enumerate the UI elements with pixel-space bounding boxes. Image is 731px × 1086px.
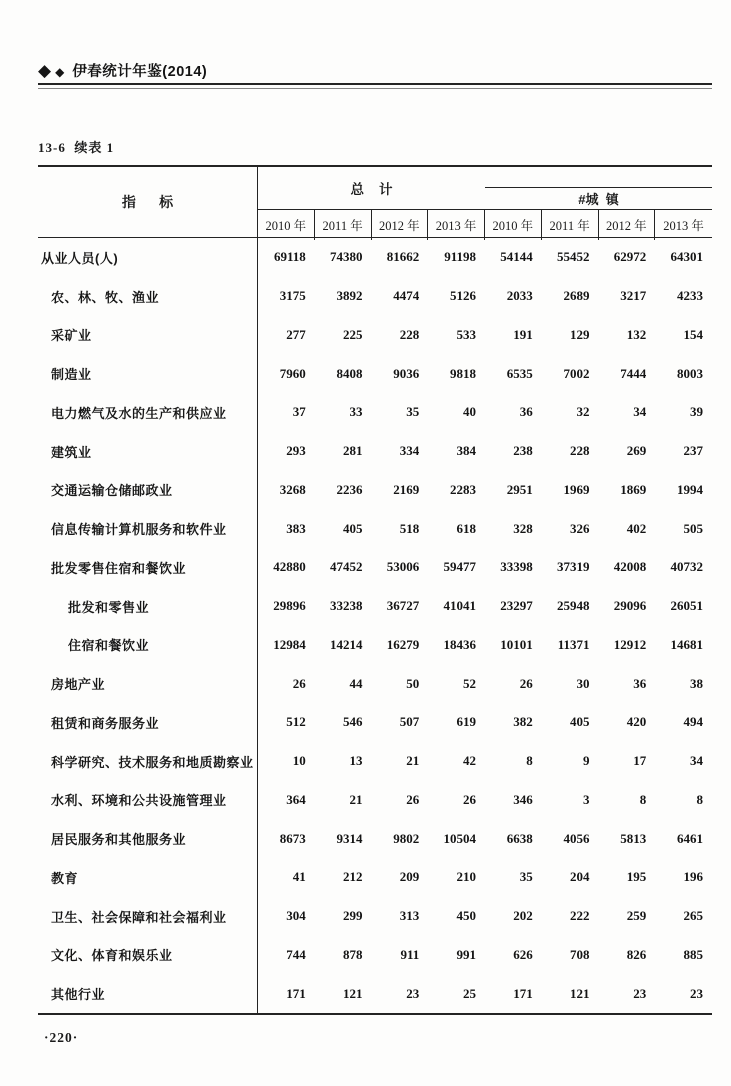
value-cell: 3 [583,791,590,807]
value-cell: 450 [456,908,476,924]
value-cell: 41041 [443,598,476,614]
value-cell: 23297 [500,598,533,614]
value-cell: 6461 [677,830,703,846]
value-cell: 619 [456,714,476,730]
value-cell: 39 [690,404,703,420]
year-column-header: 2012 年 [599,210,656,240]
value-cell: 3268 [279,481,306,497]
value-cell: 2169 [393,481,420,497]
value-cell: 37319 [557,559,590,575]
value-cell: 10 [292,753,306,769]
value-cell: 25948 [557,598,590,614]
value-cell: 878 [343,946,363,962]
value-cell: 202 [513,908,533,924]
row-label: 卫生、社会保障和社会福利业 [38,897,258,936]
table-row [38,354,712,393]
value-cell: 533 [456,326,476,342]
value-cell: 9818 [450,365,476,381]
header-rule-thin [38,88,712,89]
value-cell: 38 [690,675,703,691]
value-cell: 505 [683,520,703,536]
value-cell: 18436 [443,636,476,652]
value-cell: 36727 [386,598,420,614]
value-cell: 171 [286,985,306,1001]
value-cell: 42 [463,753,476,769]
value-cell: 26 [463,791,476,807]
value-cell: 23 [406,985,420,1001]
table-row [38,742,712,781]
value-cell: 2236 [336,481,363,497]
table-row [38,548,712,587]
value-cell: 52 [463,675,476,691]
value-cell: 10101 [500,636,533,652]
value-cell: 299 [343,908,363,924]
value-cell: 326 [570,520,590,536]
value-cell: 3892 [336,288,363,304]
value-cell: 346 [513,791,533,807]
value-cell: 12984 [273,636,306,652]
value-cell: 7444 [620,365,647,381]
statistics-table [38,165,712,1015]
table-row [38,471,712,510]
value-cell: 281 [343,443,363,459]
row-label: 信息传输计算机服务和软件业 [38,509,258,548]
value-cell: 64301 [670,249,703,265]
value-cell: 626 [513,946,533,962]
value-cell: 210 [456,869,476,885]
value-cell: 34 [690,753,703,769]
value-cell: 74380 [330,249,363,265]
row-label: 科学研究、技术服务和地质勘察业 [38,742,258,781]
value-cell: 42880 [273,559,306,575]
value-cell: 154 [683,326,703,342]
value-cell: 30 [576,675,590,691]
table-number-note: 13-6 续表 1 [38,140,115,155]
value-cell: 4056 [563,830,590,846]
table-row [38,238,712,277]
value-cell: 4233 [677,288,703,304]
value-cell: 222 [570,908,590,924]
yearbook-title: 伊春统计年鉴(2014) [72,64,208,80]
value-cell: 41 [292,869,306,885]
value-cell: 334 [399,443,420,459]
value-cell: 228 [399,326,420,342]
diamond-icon: ◆ [38,61,52,80]
value-cell: 364 [286,791,306,807]
value-cell: 44 [349,675,363,691]
value-cell: 744 [286,946,306,962]
value-cell: 8673 [279,830,306,846]
value-cell: 212 [343,869,363,885]
value-cell: 9802 [393,830,420,846]
value-cell: 6638 [506,830,533,846]
row-label: 文化、体育和娱乐业 [38,936,258,975]
value-cell: 196 [683,869,703,885]
table-row [38,432,712,471]
value-cell: 228 [570,443,590,459]
value-cell: 16279 [386,636,420,652]
value-cell: 21 [406,753,420,769]
value-cell: 7002 [563,365,590,381]
value-cell: 47452 [330,559,363,575]
row-label: 租赁和商务服务业 [38,703,258,742]
year-column-header: 2010 年 [258,210,315,240]
value-cell: 4474 [393,288,420,304]
table-row [38,316,712,355]
value-cell: 9 [583,753,590,769]
year-column-header: 2011 年 [315,210,372,240]
value-cell: 11371 [557,636,590,652]
value-cell: 1994 [677,481,703,497]
value-cell: 277 [286,326,306,342]
value-cell: 911 [400,946,420,962]
value-cell: 5813 [620,830,647,846]
table-row [38,626,712,665]
value-cell: 81662 [386,249,420,265]
value-cell: 40732 [670,559,703,575]
year-column-header: 2011 年 [542,210,599,240]
value-cell: 618 [456,520,476,536]
value-cell: 8 [696,791,703,807]
value-cell: 29896 [273,598,306,614]
row-label: 电力燃气及水的生产和供应业 [38,393,258,432]
value-cell: 29096 [613,598,647,614]
table-row [38,587,712,626]
value-cell: 12912 [613,636,647,652]
value-cell: 62972 [613,249,647,265]
value-cell: 8408 [336,365,363,381]
value-cell: 26 [406,791,420,807]
value-cell: 121 [343,985,363,1001]
row-label: 建筑业 [38,432,258,471]
value-cell: 304 [286,908,306,924]
value-cell: 33398 [500,559,533,575]
row-label: 采矿业 [38,316,258,355]
value-cell: 991 [456,946,476,962]
value-cell: 54144 [500,249,533,265]
value-cell: 5126 [450,288,476,304]
value-cell: 26 [292,675,306,691]
table-row [38,858,712,897]
value-cell: 420 [626,714,647,730]
value-cell: 293 [286,443,306,459]
value-cell: 265 [683,908,703,924]
indicator-column-header: 指 标 [38,167,258,237]
page-number: ·220· [44,1030,79,1045]
group-header-total: 总 计 [350,182,393,197]
value-cell: 36 [519,404,533,420]
value-cell: 32 [576,404,590,420]
value-cell: 402 [626,520,647,536]
table-row [38,393,712,432]
value-cell: 209 [399,869,420,885]
value-cell: 26 [519,675,533,691]
value-cell: 507 [399,714,420,730]
value-cell: 885 [683,946,703,962]
value-cell: 59477 [443,559,476,575]
value-cell: 171 [513,985,533,1001]
diamond-icon: ◆ [55,65,65,79]
value-cell: 1969 [563,481,590,497]
table-row [38,936,712,975]
value-cell: 8003 [677,365,703,381]
row-label: 农、林、牧、渔业 [38,277,258,316]
table-row [38,974,712,1013]
row-label: 居民服务和其他服务业 [38,819,258,858]
value-cell: 259 [626,908,647,924]
value-cell: 91198 [444,249,476,265]
value-cell: 2951 [506,481,533,497]
value-cell: 42008 [613,559,647,575]
row-label: 批发和零售业 [38,587,258,626]
value-cell: 195 [626,869,647,885]
value-cell: 518 [399,520,420,536]
value-cell: 55452 [557,249,590,265]
value-cell: 17 [633,753,647,769]
value-cell: 405 [570,714,590,730]
value-cell: 8 [526,753,533,769]
value-cell: 34 [633,404,647,420]
value-cell: 36 [633,675,647,691]
value-cell: 2689 [563,288,590,304]
value-cell: 382 [513,714,533,730]
value-cell: 33238 [330,598,363,614]
table-row [38,781,712,820]
value-cell: 3217 [620,288,647,304]
value-cell: 546 [343,714,363,730]
year-column-header: 2012 年 [372,210,429,240]
value-cell: 25 [463,985,476,1001]
table-header [38,165,712,238]
value-cell: 383 [286,520,306,536]
value-cell: 2033 [506,288,533,304]
value-cell: 7960 [279,365,306,381]
value-cell: 204 [570,869,590,885]
year-header-row [258,209,712,240]
value-cell: 8 [639,791,647,807]
value-cell: 53006 [386,559,420,575]
value-cell: 129 [570,326,590,342]
value-cell: 1869 [620,481,647,497]
header-rule-thick [38,83,712,85]
value-cell: 238 [513,443,533,459]
value-cell: 13 [349,753,363,769]
row-label: 房地产业 [38,664,258,703]
value-cell: 826 [626,946,647,962]
value-cell: 50 [406,675,420,691]
table-row [38,664,712,703]
value-cell: 21 [349,791,363,807]
group-header-urban: #城 镇 [485,187,712,209]
masthead-line [38,60,712,82]
year-column-header: 2010 年 [485,210,542,240]
value-cell: 708 [570,946,590,962]
value-cell: 23 [633,985,647,1001]
value-cell: 33 [349,404,363,420]
value-cell: 40 [463,404,476,420]
value-cell: 121 [570,985,590,1001]
row-label: 其他行业 [38,974,258,1013]
value-cell: 9314 [336,830,363,846]
value-cell: 9036 [393,365,420,381]
year-column-header: 2013 年 [663,219,704,233]
value-cell: 23 [690,985,703,1001]
value-cell: 2283 [450,481,476,497]
row-label: 水利、环境和公共设施管理业 [38,781,258,820]
value-cell: 3175 [279,288,306,304]
value-cell: 269 [626,443,647,459]
value-cell: 10504 [443,830,476,846]
value-cell: 14214 [330,636,363,652]
value-cell: 69118 [273,249,306,265]
row-label: 教育 [38,858,258,897]
value-cell: 37 [292,404,306,420]
value-cell: 132 [626,326,647,342]
value-cell: 328 [513,520,533,536]
row-label: 住宿和餐饮业 [38,626,258,665]
value-cell: 26051 [670,598,703,614]
row-label: 批发零售住宿和餐饮业 [38,548,258,587]
value-cell: 191 [513,326,533,342]
value-cell: 384 [456,443,476,459]
row-label: 交通运输仓储邮政业 [38,471,258,510]
table-body [38,238,712,1015]
value-cell: 512 [286,714,306,730]
table-row [38,897,712,936]
row-label: 从业人员(人) [38,238,258,277]
table-row [38,509,712,548]
table-row [38,819,712,858]
row-label: 制造业 [38,354,258,393]
value-cell: 35 [406,404,420,420]
table-row [38,703,712,742]
value-cell: 237 [683,443,703,459]
value-cell: 225 [343,326,363,342]
year-column-header: 2013 年 [428,210,485,240]
value-cell: 14681 [670,636,703,652]
page-header [38,60,712,92]
value-cell: 405 [343,520,363,536]
value-cell: 494 [683,714,703,730]
table-row [38,277,712,316]
value-cell: 35 [519,869,533,885]
value-cell: 6535 [506,365,533,381]
value-cell: 313 [399,908,420,924]
